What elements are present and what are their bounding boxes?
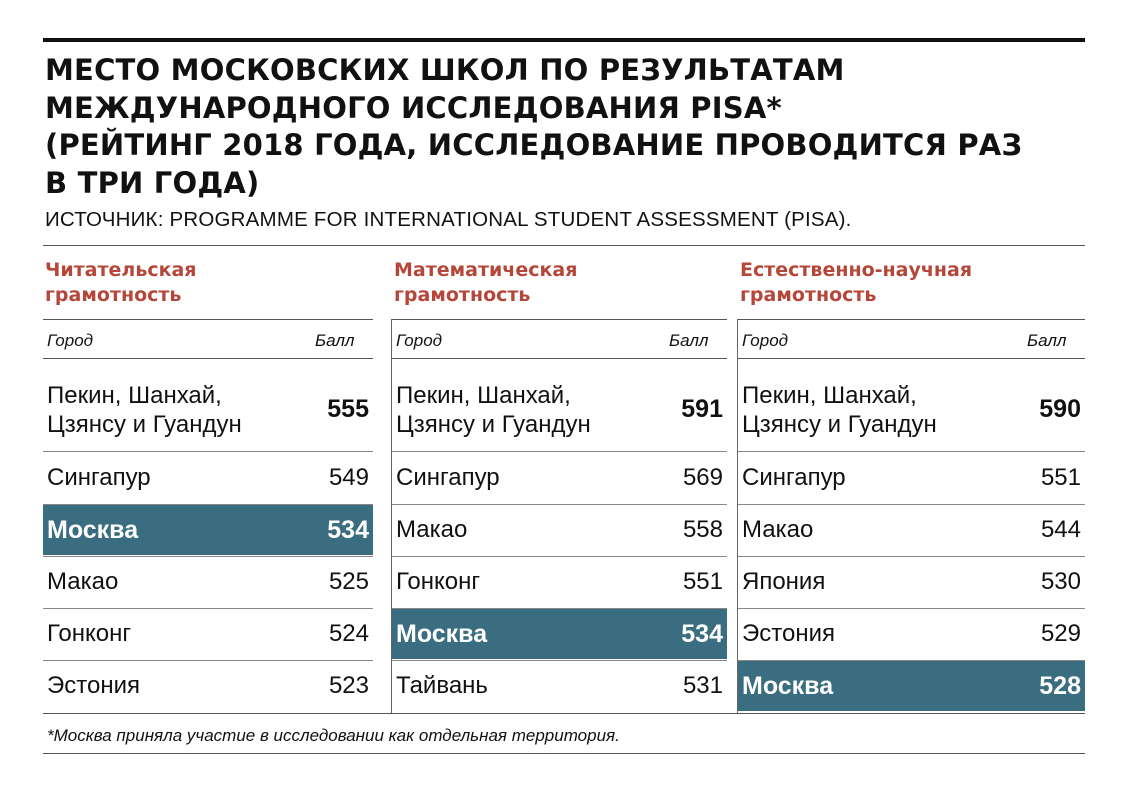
column-header-city: Город [742, 331, 789, 350]
row-divider [43, 451, 373, 452]
category-line: Математическая [394, 259, 578, 281]
table-row [392, 661, 727, 711]
score-value: 528 [1039, 671, 1081, 700]
table-row [738, 369, 1085, 450]
source-divider [43, 245, 1085, 246]
category-label [45, 258, 197, 308]
header-divider [43, 358, 373, 359]
city-name: Гонконг [396, 568, 481, 595]
table-row [738, 453, 1085, 503]
bottom-divider [43, 713, 1085, 714]
table-row-highlighted [392, 609, 727, 659]
city-name: Пекин, Шанхай, Цзянсу и Гуандун [742, 381, 937, 438]
table-row [43, 609, 373, 659]
score-value: 590 [1039, 395, 1081, 423]
score-value: 555 [327, 395, 369, 423]
footnote: *Москва приняла участие в исследовании как отдельная территория. [47, 726, 620, 745]
score-value: 551 [682, 568, 723, 595]
city-name: Сингапур [47, 464, 151, 491]
column-header-divider [392, 319, 727, 320]
category-line: грамотность [740, 284, 877, 306]
table-row-highlighted [738, 661, 1085, 711]
table-row [738, 609, 1085, 659]
category-label [394, 258, 577, 308]
table-row [43, 369, 373, 450]
city-name: Эстония [742, 620, 835, 647]
table-row [392, 505, 727, 555]
table-row [738, 557, 1085, 607]
score-value: 525 [328, 568, 369, 595]
category-line: Естественно-научная [740, 259, 973, 281]
city-name: Москва [47, 515, 139, 544]
score-value: 558 [682, 516, 723, 543]
score-value: 530 [1040, 568, 1081, 595]
column-header-score: Балл [669, 331, 709, 350]
score-value: 569 [682, 464, 723, 491]
score-value: 524 [328, 620, 369, 647]
score-value: 551 [1040, 464, 1081, 491]
table-row [738, 505, 1085, 555]
table-row [392, 369, 727, 450]
city-name: Сингапур [742, 464, 846, 491]
score-value: 534 [327, 515, 369, 544]
footnote-divider [43, 753, 1085, 754]
score-value: 534 [681, 619, 723, 648]
score-value: 523 [328, 672, 369, 699]
city-name: Москва [742, 671, 834, 700]
category-label [740, 258, 972, 308]
title-line: МЕЖДУНАРОДНОГО ИССЛЕДОВАНИЯ PISA* [45, 90, 782, 125]
city-name: Макао [742, 516, 814, 543]
table-row-highlighted [43, 505, 373, 555]
header-divider [738, 358, 1085, 359]
city-name: Сингапур [396, 464, 500, 491]
score-value: 591 [681, 395, 723, 423]
row-divider [392, 451, 727, 452]
category-line: Читательская [45, 259, 197, 281]
score-value: 531 [682, 672, 723, 699]
title-line: (РЕЙТИНГ 2018 ГОДА, ИССЛЕДОВАНИЕ ПРОВОДИТСЯ РАЗ [45, 128, 1023, 162]
chart-title [45, 52, 1085, 202]
city-name: Эстония [47, 672, 140, 699]
category-line: грамотность [394, 284, 531, 306]
city-name: Макао [47, 568, 119, 595]
title-line: МЕСТО МОСКОВСКИХ ШКОЛ ПО РЕЗУЛЬТАТАМ [45, 53, 845, 87]
header-divider [392, 358, 727, 359]
city-name: Макао [396, 516, 468, 543]
score-value: 544 [1040, 516, 1081, 543]
title-line: В ТРИ ГОДА) [45, 165, 260, 200]
city-name: Тайвань [396, 672, 488, 699]
top-rule [43, 38, 1085, 42]
city-name: Москва [396, 619, 488, 648]
column-divider [391, 319, 392, 713]
column-header-divider [43, 319, 373, 320]
table-row [43, 453, 373, 503]
city-name: Пекин, Шанхай, Цзянсу и Гуандун [47, 381, 242, 438]
column-divider [737, 319, 738, 713]
table-row [392, 453, 727, 503]
source-note: ИСТОЧНИК: PROGRAMME FOR INTERNATIONAL STUDENT ASSESSMENT (PISA). [45, 208, 852, 231]
category-line: грамотность [45, 284, 182, 306]
table-row [43, 557, 373, 607]
table-row [392, 557, 727, 607]
score-value: 549 [328, 464, 369, 491]
column-header-city: Город [47, 331, 94, 350]
score-value: 529 [1040, 620, 1081, 647]
row-divider [738, 451, 1085, 452]
table-row [43, 661, 373, 711]
column-header-divider [738, 319, 1085, 320]
city-name: Гонконг [47, 620, 132, 647]
column-header-score: Балл [1027, 331, 1067, 350]
city-name: Пекин, Шанхай, Цзянсу и Гуандун [396, 381, 591, 438]
column-header-city: Город [396, 331, 443, 350]
city-name: Япония [742, 568, 826, 595]
column-header-score: Балл [315, 331, 355, 350]
